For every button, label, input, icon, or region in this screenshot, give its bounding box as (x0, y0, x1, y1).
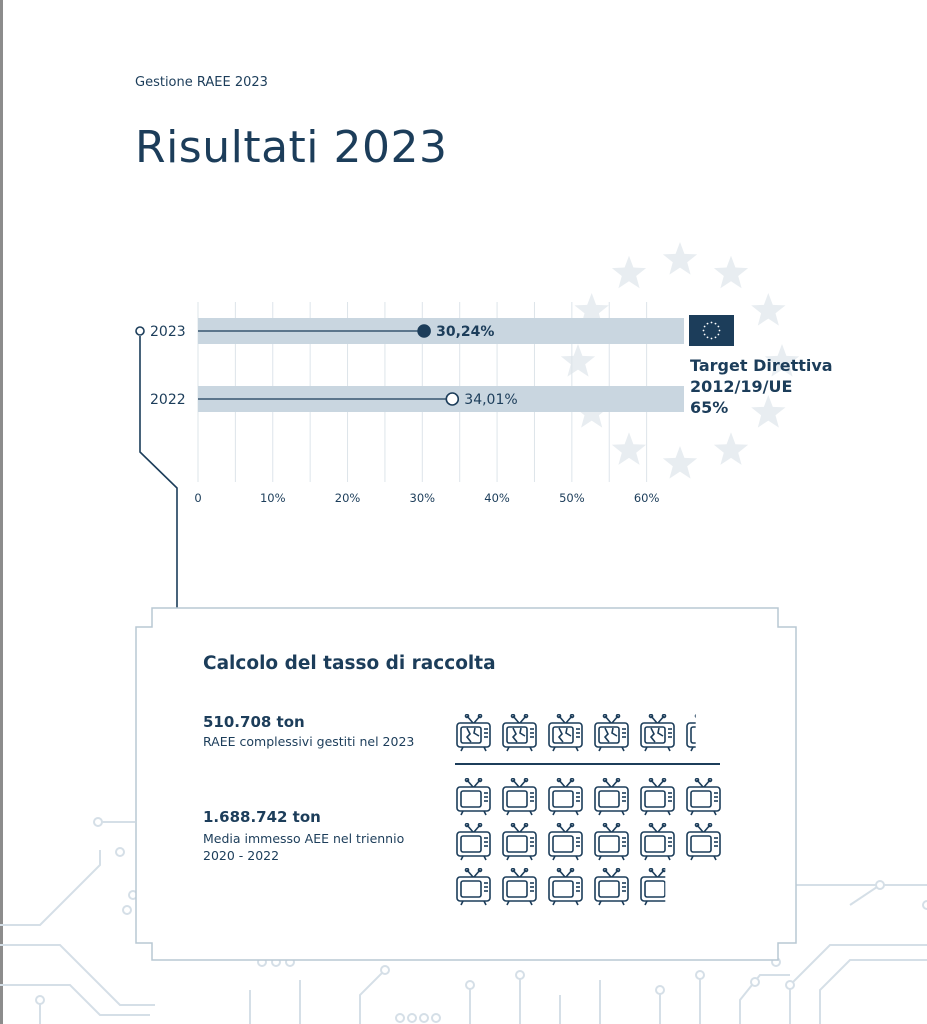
page-title: Risultati 2023 (135, 122, 448, 173)
x-tick-label-10: 10% (259, 491, 286, 505)
background-star-2 (751, 293, 785, 326)
circuit-trace-6 (820, 960, 927, 1024)
background-star-1 (714, 256, 748, 289)
circuit-trace-8 (850, 885, 880, 905)
category-label-2023: 2023 (150, 324, 186, 340)
eu-flag-star-8 (707, 323, 709, 325)
numerator-label: RAEE complessivi gestiti nel 2023 (203, 734, 415, 749)
background-star-7 (612, 432, 646, 465)
eu-flag-star-7 (704, 326, 706, 328)
eu-flag-star-0 (719, 330, 721, 332)
eu-flag-star-4 (707, 337, 709, 339)
circuit-node-5 (786, 981, 794, 989)
target-directive-label (690, 355, 833, 418)
circuit-node-8 (381, 966, 389, 974)
eu-flag-star-3 (711, 338, 713, 340)
denominator-label-line-1: Media immesso AEE nel triennio (203, 831, 405, 846)
circuit-trace-1 (0, 985, 150, 1015)
circuit-node-12 (696, 971, 704, 979)
background-star-9 (561, 344, 595, 377)
circuit-node-21 (751, 978, 759, 986)
target-line-3: 65% (690, 398, 729, 417)
collection-rate-chart (136, 302, 684, 608)
eu-flag-star-5 (704, 334, 706, 336)
circuit-node-11 (656, 986, 664, 994)
x-tick-label-20: 20% (334, 491, 361, 505)
circuit-node-10 (516, 971, 524, 979)
circuit-trace-3 (0, 850, 100, 925)
category-label-2022: 2022 (150, 392, 186, 408)
target-line-1: Target Direttiva (690, 356, 833, 375)
circuit-node-9 (466, 981, 474, 989)
timeline-start-node (136, 327, 144, 335)
circuit-node-0 (94, 818, 102, 826)
eu-flag-star-1 (718, 334, 720, 336)
eu-flag-star-9 (711, 322, 713, 324)
x-tick-label-0: 0 (194, 491, 202, 505)
background-star-6 (663, 446, 697, 479)
section-kicker: Gestione RAEE 2023 (135, 75, 268, 90)
eu-flag-field (689, 315, 734, 346)
circuit-node-3 (123, 906, 131, 914)
value-marker-2022 (446, 393, 458, 405)
circuit-node-6 (876, 881, 884, 889)
eu-flag-star-2 (715, 337, 717, 339)
circuit-node-4 (36, 996, 44, 1004)
eu-flag-icon (689, 315, 734, 346)
circuit-node-16 (432, 1014, 440, 1022)
value-marker-2023 (418, 325, 430, 337)
circuit-node-14 (408, 1014, 416, 1022)
denominator-value: 1.688.742 ton (203, 808, 321, 826)
target-line-2: 2012/19/UE (690, 377, 793, 396)
eu-flag-star-10 (715, 323, 717, 325)
x-tick-label-50: 50% (559, 491, 585, 505)
background-star-0 (663, 242, 697, 275)
eu-flag-star-11 (718, 326, 720, 328)
circuit-node-15 (420, 1014, 428, 1022)
circuit-trace-5 (790, 945, 927, 1024)
background-star-5 (714, 432, 748, 465)
background-star-11 (612, 256, 646, 289)
value-label-2022: 34,01% (464, 392, 518, 408)
card-title: Calcolo del tasso di raccolta (203, 653, 496, 674)
circuit-node-7 (923, 901, 927, 909)
x-tick-label-60: 60% (633, 491, 660, 505)
circuit-trace-9 (740, 975, 790, 1024)
timeline-connector (140, 336, 177, 608)
circuit-node-13 (396, 1014, 404, 1022)
value-label-2023: 30,24% (436, 324, 495, 340)
x-tick-label-40: 40% (484, 491, 510, 505)
circuit-trace-14 (360, 970, 385, 1024)
x-tick-label-30: 30% (409, 491, 436, 505)
circuit-trace-0 (0, 945, 155, 1005)
numerator-value: 510.708 ton (203, 713, 305, 731)
eu-flag-star-6 (703, 330, 705, 332)
circuit-node-1 (116, 848, 124, 856)
denominator-label-line-2: 2020 - 2022 (203, 848, 280, 863)
denominator-label (203, 830, 433, 864)
